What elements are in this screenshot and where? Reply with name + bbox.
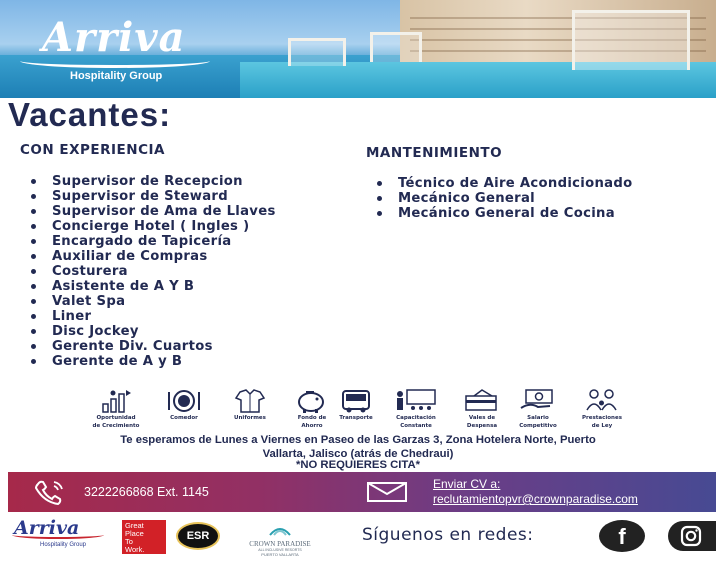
benefit-label: Capacitación [396, 415, 436, 421]
cabana [370, 32, 422, 62]
no-appointment-note: *NO REQUIERES CITA* [295, 459, 421, 471]
arriva-logo [10, 6, 250, 86]
experience-heading: CON EXPERIENCIA [20, 142, 165, 158]
crown-name: CROWN PARADISE [249, 540, 311, 548]
benefit-label: Prestaciones [582, 415, 622, 421]
instagram-icon[interactable] [668, 521, 716, 551]
arriva-footer-sub: Hospitality Group [40, 542, 87, 548]
benefit-label: Salario [527, 415, 549, 421]
list-item: Mecánico General de Cocina [374, 206, 632, 221]
list-item: Concierge Hotel ( Ingles ) [28, 219, 276, 234]
voucher-card-icon [462, 388, 502, 414]
address-line-1: Te esperamos de Lunes a Viernes en Paseo de las Garzas 3, Zona Hotelera Norte, Puerto [120, 434, 596, 446]
crown-paradise-logo [240, 521, 320, 555]
arriva-footer-logo [12, 517, 112, 553]
benefit-label: Despensa [466, 423, 498, 429]
logo-text: Arriva [42, 14, 186, 61]
follow-us-text: Síguenos en redes: [362, 525, 534, 545]
list-item: Supervisor de Steward [28, 189, 276, 204]
arriva-footer-text: Arriva [14, 517, 80, 539]
facebook-glyph: f [618, 524, 626, 549]
gptw-text: Work. [125, 545, 145, 554]
training-board-icon [393, 388, 439, 414]
list-item: Auxiliar de Compras [28, 249, 276, 264]
benefit-label: Uniformes [234, 415, 266, 421]
list-item: Supervisor de Recepcion [28, 174, 276, 189]
list-item: Técnico de Aire Acondicionado [374, 176, 632, 191]
benefit-label: Constante [400, 423, 432, 429]
benefit-label: Ahorro [301, 423, 323, 429]
bus-icon [338, 388, 374, 414]
email-link[interactable]: reclutamientopvr@crownparadise.com [433, 492, 638, 506]
benefit-training [386, 388, 446, 430]
facebook-icon[interactable] [599, 520, 645, 552]
logo-subtitle: Hospitality Group [70, 70, 163, 82]
list-item: Costurera [28, 264, 276, 279]
logo-swoosh [20, 54, 210, 68]
benefits-row [86, 388, 646, 432]
benefit-label: Vales de [468, 415, 496, 421]
maintenance-heading: MANTENIMIENTO [366, 145, 503, 161]
benefit-label: Competitivo [519, 423, 557, 429]
benefit-label: Comedor [170, 415, 198, 421]
great-place-to-work-logo [122, 520, 166, 554]
benefit-vouchers [452, 388, 512, 430]
crown-location: PUERTO VALLARTA [261, 552, 299, 557]
list-item: Disc Jockey [28, 324, 276, 339]
page-title: Vacantes: [8, 96, 172, 133]
benefit-label: Fondo de [297, 415, 327, 421]
maintenance-list [374, 176, 632, 221]
gptw-text: Place [125, 529, 144, 538]
benefit-label: de Crecimiento [92, 423, 140, 429]
experience-list [28, 174, 276, 369]
list-item: Gerente Div. Cuartos [28, 339, 276, 354]
esr-logo [176, 522, 220, 550]
growth-ladder-icon [99, 388, 133, 414]
benefit-label: Transporte [339, 415, 373, 421]
arriva-footer-swoosh [12, 531, 104, 539]
benefit-dining [154, 388, 214, 422]
family-people-icon [582, 388, 622, 414]
piggy-bank-icon [294, 388, 330, 414]
list-item: Encargado de Tapicería [28, 234, 276, 249]
uniform-shirt-icon [232, 388, 268, 414]
crown-emblem-icon [269, 526, 291, 536]
gptw-text: Great [125, 521, 144, 530]
hero-banner [0, 0, 716, 98]
list-item: Asistente de A Y B [28, 279, 276, 294]
list-item: Mecánico General [374, 191, 632, 206]
list-item: Supervisor de Ama de Llaves [28, 204, 276, 219]
benefit-growth [86, 388, 146, 430]
benefit-salary [508, 388, 568, 430]
benefit-uniform [220, 388, 280, 422]
cabana [572, 10, 690, 70]
benefit-legal [572, 388, 632, 430]
dining-plate-icon [164, 388, 204, 414]
benefit-label: de Ley [591, 423, 613, 429]
gptw-text: To [125, 537, 133, 546]
list-item: Gerente de A y B [28, 354, 276, 369]
address-line-2: Vallarta, Jalisco (atrás de Chedraui) [262, 448, 454, 460]
salary-money-icon [518, 388, 558, 414]
cv-label-link[interactable]: Enviar CV a: [433, 477, 501, 491]
address-text [20, 433, 696, 461]
benefit-transport [326, 388, 386, 422]
cabana [288, 38, 346, 66]
mail-icon [366, 481, 410, 503]
contact-bar [8, 472, 716, 512]
benefit-label: Oportunidad [96, 415, 136, 421]
footer [0, 513, 716, 561]
crown-tag: ALL INCLUSIVE RESORTS [258, 548, 302, 552]
list-item: Valet Spa [28, 294, 276, 309]
esr-text: ESR [186, 530, 210, 542]
phone-number[interactable]: 3222266868 Ext. 1145 [84, 485, 209, 499]
phone-icon [32, 478, 72, 506]
list-item: Liner [28, 309, 276, 324]
instagram-glyph-icon [668, 521, 716, 551]
